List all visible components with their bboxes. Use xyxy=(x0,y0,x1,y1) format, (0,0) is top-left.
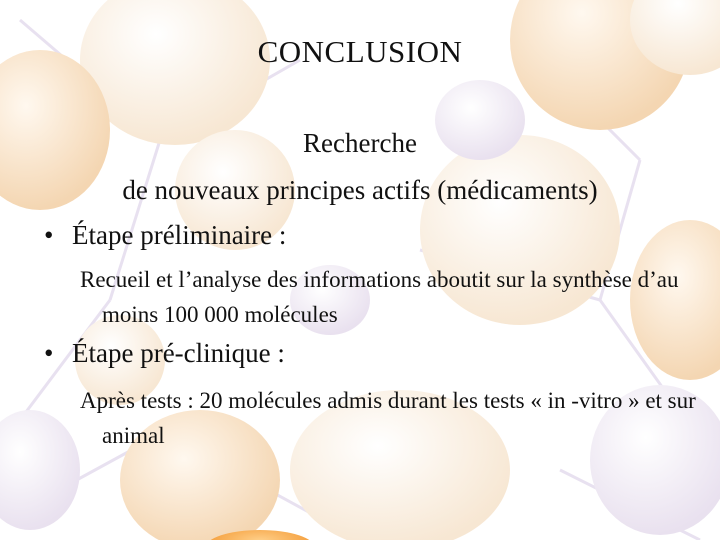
bullet-detail-preclinical: Après tests : 20 molécules admis durant les tests « in -vitro » et sur animal xyxy=(80,388,696,448)
bullet-marker: • xyxy=(44,338,54,368)
bullet-heading: Étape préliminaire : xyxy=(72,220,287,250)
bullet-heading: Étape pré-clinique : xyxy=(72,338,285,368)
bullet-detail-preliminary: Recueil et l’analyse des informations aboutit sur la synthèse d’au moins 100 000 molécules xyxy=(80,267,679,327)
subtitle-line-2: de nouveaux principes actifs (médicaments) xyxy=(122,175,598,205)
bullet-preclinical xyxy=(44,338,285,369)
subtitle-line-1: Recherche xyxy=(303,128,417,158)
slide-title: CONCLUSION xyxy=(257,34,463,69)
bullet-marker: • xyxy=(44,220,54,250)
bullet-preliminary xyxy=(44,220,286,251)
